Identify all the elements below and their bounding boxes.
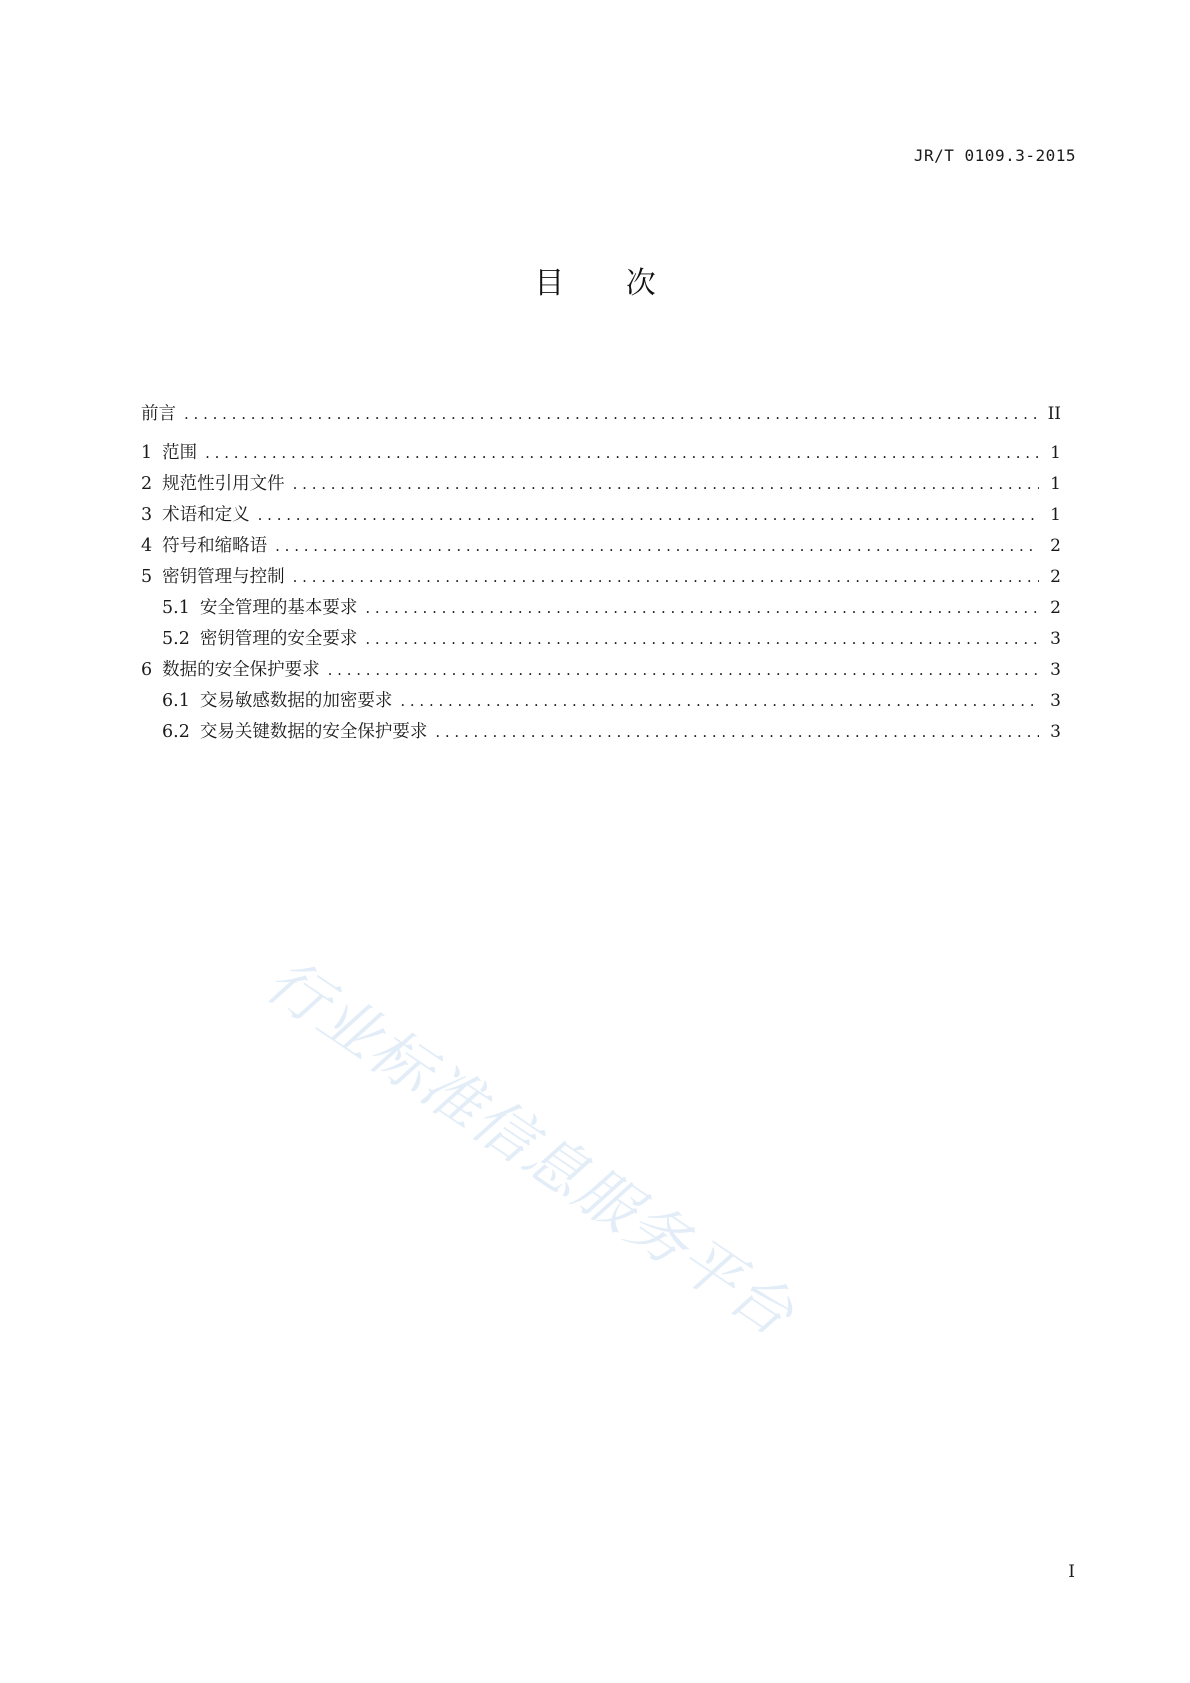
table-of-contents xyxy=(141,400,1061,749)
toc-entry-number: 6.2 xyxy=(162,722,190,742)
toc-entry-number: 3 xyxy=(141,505,153,525)
toc-entry-page: 1 xyxy=(1050,505,1061,525)
toc-entry-label: 符号和缩略语 xyxy=(162,536,268,556)
toc-entry-2[interactable] xyxy=(141,470,1061,501)
toc-entry-page: II xyxy=(1047,404,1061,424)
toc-entry-number: 5.2 xyxy=(162,629,190,649)
toc-entry-number: 1 xyxy=(141,443,153,463)
toc-dot-leader xyxy=(293,475,1039,493)
toc-entry-page: 2 xyxy=(1050,536,1061,556)
toc-entry-label: 密钥管理与控制 xyxy=(162,567,285,587)
toc-dot-leader xyxy=(435,723,1039,741)
toc-entry-number: 6 xyxy=(141,660,153,680)
toc-entry-page: 1 xyxy=(1050,474,1061,494)
page-number: I xyxy=(1068,1562,1075,1582)
toc-entry-5-1[interactable] xyxy=(141,594,1061,625)
toc-entry-number: 4 xyxy=(141,536,153,556)
toc-dot-leader xyxy=(328,661,1039,679)
toc-entry-page: 3 xyxy=(1050,691,1061,711)
toc-dot-leader xyxy=(400,692,1039,710)
toc-dot-leader xyxy=(184,405,1039,423)
toc-entry-number: 2 xyxy=(141,474,153,494)
toc-entry-label: 范围 xyxy=(162,443,198,463)
toc-entry-label: 交易敏感数据的加密要求 xyxy=(199,691,393,711)
toc-entry-label: 术语和定义 xyxy=(162,505,250,525)
toc-entry-number: 5 xyxy=(141,567,153,587)
toc-entry-6-1[interactable] xyxy=(141,687,1061,718)
toc-dot-leader xyxy=(258,506,1039,524)
watermark: 行业标准信息服务平台 xyxy=(253,945,807,1351)
toc-title: 目 次 xyxy=(534,266,682,301)
toc-entry-foreword[interactable] xyxy=(141,400,1061,439)
toc-entry-1[interactable] xyxy=(141,439,1061,470)
toc-entry-page: 3 xyxy=(1050,629,1061,649)
toc-entry-page: 3 xyxy=(1050,722,1061,742)
toc-entry-3[interactable] xyxy=(141,501,1061,532)
toc-entry-label: 数据的安全保护要求 xyxy=(162,660,320,680)
toc-dot-leader xyxy=(275,537,1039,555)
toc-entry-label: 安全管理的基本要求 xyxy=(199,598,358,618)
toc-entry-page: 3 xyxy=(1050,660,1061,680)
toc-dot-leader xyxy=(365,630,1039,648)
toc-dot-leader xyxy=(293,568,1039,586)
toc-entry-page: 1 xyxy=(1050,443,1061,463)
toc-entry-label: 密钥管理的安全要求 xyxy=(199,629,358,649)
toc-entry-6-2[interactable] xyxy=(141,718,1061,749)
toc-dot-leader xyxy=(365,599,1039,617)
toc-entry-page: 2 xyxy=(1050,598,1061,618)
toc-entry-5-2[interactable] xyxy=(141,625,1061,656)
toc-entry-page: 2 xyxy=(1050,567,1061,587)
toc-dot-leader xyxy=(205,444,1039,462)
toc-entry-label: 规范性引用文件 xyxy=(162,474,285,494)
toc-entry-6[interactable] xyxy=(141,656,1061,687)
toc-entry-number: 6.1 xyxy=(162,691,190,711)
toc-entry-number: 5.1 xyxy=(162,598,190,618)
toc-entry-5[interactable] xyxy=(141,563,1061,594)
document-code: JR/T 0109.3-2015 xyxy=(913,146,1076,165)
toc-entry-label: 前言 xyxy=(141,404,176,424)
toc-entry-4[interactable] xyxy=(141,532,1061,563)
toc-entry-label: 交易关键数据的安全保护要求 xyxy=(199,722,428,742)
